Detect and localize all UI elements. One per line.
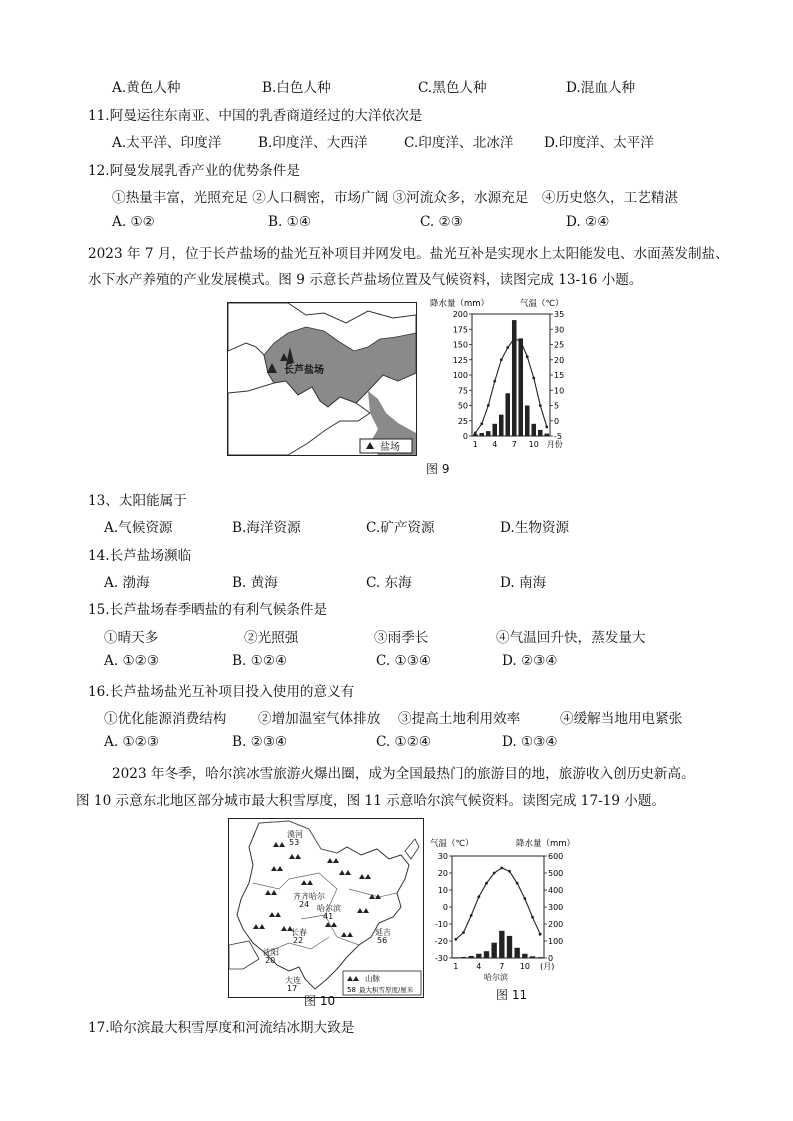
- c11-ytick-label-4: 10: [437, 886, 448, 895]
- q15-option-c: C. ①③④: [376, 653, 432, 669]
- q11-option-a: A.太平洋、印度洋: [112, 135, 222, 151]
- q16-condition-2: ②增加温室气体排放: [258, 711, 381, 727]
- q14-option-a: A. 渤海: [104, 575, 150, 591]
- c11-y2tick-label-4: 400: [548, 886, 564, 895]
- fig9-map: [227, 302, 417, 456]
- c11-xtick-10: 10: [519, 962, 530, 971]
- c9-y2tick-label-6: 25: [554, 340, 565, 350]
- c11-y2tick-label-6: 600: [548, 852, 564, 861]
- c11-temp-point-5: [485, 882, 488, 885]
- q15-stem: 15.长芦盐场春季晒盐的有利气候条件是: [88, 602, 328, 618]
- c11-precip-bar-6: [491, 943, 496, 958]
- intro-13-16-line-1: 2023 年 7 月，位于长芦盐场的盐光互补项目并网发电。盐光互补是实现水上太阳能发电、水面蒸发制盐、: [88, 246, 729, 262]
- c9-y2tick-label-7: 30: [554, 325, 565, 335]
- c11-y2tick-label-1: 100: [548, 937, 564, 946]
- c11-y2tick-label-5: 500: [548, 869, 564, 878]
- city-value-0: 53: [289, 838, 300, 847]
- city-name-2: 哈尔滨: [317, 904, 341, 913]
- q15-condition-4: ④气温回升快，蒸发量大: [496, 630, 646, 646]
- c11-xtick-1: 1: [453, 962, 459, 971]
- city-name-4: 延吉: [375, 928, 391, 937]
- c11-temp-point-9: [516, 882, 519, 885]
- c9-precip-bar-11: [538, 430, 543, 436]
- c11-xlabel: (月): [540, 962, 555, 971]
- c11-temp-point-6: [493, 872, 496, 875]
- q13-option-a: A.气候资源: [104, 520, 173, 536]
- c9-precip-bar-10: [531, 424, 536, 436]
- c9-y2tick-label-3: 10: [554, 386, 565, 396]
- c9-ytick-label-0: 0: [462, 432, 468, 441]
- q10-option-b: B.白色人种: [262, 80, 331, 96]
- c9-ytick-label-2: 50: [457, 401, 468, 411]
- q12-stem: 12.阿曼发展乳香产业的优势条件是: [88, 163, 300, 179]
- q10-option-d: D.混血人种: [566, 80, 636, 96]
- q14-option-b: B. 黄海: [232, 575, 278, 591]
- q16-condition-1: ①优化能源消费结构: [104, 711, 227, 727]
- intro-17-19-line-2: 图 10 示意东北地区部分城市最大积雪厚度，图 11 示意哈尔滨气候资料。读图完成 17-19 小题。: [76, 793, 666, 809]
- fig9-map-label: 长芦盐场: [284, 365, 324, 376]
- q11-option-d: D.印度洋、太平洋: [544, 135, 654, 151]
- fig10-caption: 图 10: [304, 994, 336, 1008]
- fig11-city-label: 哈尔滨: [484, 973, 508, 982]
- q12-option-c: C. ②③: [420, 214, 463, 230]
- c9-precip-bar-4: [492, 424, 497, 436]
- c11-temp-point-10: [523, 897, 526, 900]
- q12-conditions: ①热量丰富，光照充足 ②人口稠密，市场广阔 ③河流众多，水源充足 ④历史悠久，工艺精湛: [112, 190, 678, 206]
- c9-xtick-1: 1: [472, 440, 478, 449]
- q16-option-d: D. ①③④: [502, 734, 558, 750]
- q11-option-b: B.印度洋、大西洋: [258, 135, 368, 151]
- q11-option-c: C.印度洋、北冰洋: [404, 135, 514, 151]
- city-value-1: 24: [299, 900, 310, 909]
- q15-option-d: D. ②③④: [502, 653, 558, 669]
- c9-temp-point-11: [539, 404, 542, 407]
- c9-temp-point-2: [480, 422, 483, 425]
- city-value-3: 22: [293, 936, 304, 945]
- c9-y2tick-label-1: 0: [554, 416, 560, 426]
- q16-option-b: B. ②③④: [232, 734, 288, 750]
- c9-temp-point-9: [526, 355, 529, 358]
- c11-ytick-label-0: -30: [434, 954, 448, 963]
- c9-ytick-label-1: 25: [457, 416, 468, 426]
- q10-option-a: A.黄色人种: [112, 80, 181, 96]
- c9-temp-point-8: [519, 340, 522, 343]
- c11-frame: [452, 856, 544, 958]
- c9-temp-point-4: [493, 380, 496, 383]
- c11-precip-bar-12: [537, 957, 542, 958]
- fig9-chart-ylabel: 降水量（mm）: [430, 299, 490, 309]
- c9-precip-bar-5: [499, 415, 504, 436]
- c9-temp-point-10: [532, 377, 535, 380]
- fig10-legend-mountain: 山脉: [365, 974, 380, 983]
- c11-y2tick-label-2: 200: [548, 920, 564, 929]
- c11-ytick-label-5: 20: [437, 869, 448, 878]
- q16-stem: 16.长芦盐场盐光互补项目投入使用的意义有: [88, 684, 355, 700]
- c9-temp-point-7: [513, 337, 516, 340]
- city-name-0: 漠河: [287, 830, 303, 839]
- c11-ytick-label-3: 0: [442, 903, 448, 912]
- c9-ytick-label-5: 125: [452, 355, 468, 365]
- q15-condition-3: ③雨季长: [374, 630, 429, 646]
- c9-precip-bar-12: [544, 434, 549, 436]
- c9-temp-point-3: [487, 404, 490, 407]
- c11-temp-point-4: [477, 895, 480, 898]
- c9-ytick-label-4: 100: [452, 371, 468, 380]
- fig11-chart-y2label: 降水量（mm）: [516, 839, 576, 849]
- c9-y2tick-label-8: 35: [554, 310, 565, 319]
- c11-precip-bar-3: [468, 956, 473, 958]
- c11-temp-point-7: [500, 867, 503, 870]
- c9-precip-bar-9: [525, 406, 530, 437]
- q10-option-c: C.黑色人种: [418, 80, 487, 96]
- c9-ytick-label-8: 200: [452, 310, 468, 319]
- c11-precip-bar-1: [453, 957, 458, 958]
- city-name-1: 齐齐哈尔: [293, 892, 325, 901]
- c9-temp-point-6: [506, 346, 509, 349]
- c11-precip-bar-4: [476, 954, 481, 958]
- c9-y2tick-label-0: -5: [554, 432, 562, 441]
- city-value-6: 17: [287, 984, 298, 993]
- c9-temp-point-5: [500, 358, 503, 361]
- c11-temp-point-2: [462, 931, 465, 934]
- c11-temp-point-1: [454, 938, 457, 941]
- q15-option-a: A. ①②③: [104, 653, 160, 669]
- c11-precip-bar-9: [514, 948, 519, 958]
- c11-ytick-label-2: -10: [434, 920, 448, 929]
- c9-ytick-label-7: 175: [452, 325, 468, 335]
- q14-stem: 14.长芦盐场濒临: [88, 548, 192, 564]
- fig9-chart-y2label: 气温（℃）: [520, 299, 564, 309]
- c9-temp-point-1: [474, 432, 477, 435]
- city-name-6: 大连: [285, 976, 301, 985]
- fig11-caption: 图 11: [496, 988, 528, 1002]
- q15-option-b: B. ①②④: [232, 653, 288, 669]
- q11-stem: 11.阿曼运往东南亚、中国的乳香商道经过的大洋依次是: [88, 108, 423, 124]
- q14-option-c: C. 东海: [366, 575, 412, 591]
- q16-option-a: A. ①②③: [104, 734, 160, 750]
- fig10-map: [228, 818, 424, 998]
- q15-condition-1: ①晴天多: [104, 630, 159, 646]
- q16-condition-3: ③提高土地利用效率: [398, 711, 521, 727]
- c11-temp-point-12: [539, 933, 542, 936]
- c9-y2tick-label-2: 5: [554, 401, 560, 411]
- q16-option-c: C. ①②④: [376, 734, 432, 750]
- q13-stem: 13、太阳能属于: [88, 493, 187, 509]
- c11-precip-bar-11: [530, 956, 535, 958]
- c9-precip-bar-6: [505, 393, 510, 436]
- city-name-3: 长春: [291, 928, 307, 937]
- city-name-5: 沈阳: [263, 948, 279, 957]
- c9-precip-bar-8: [518, 338, 523, 436]
- c11-y2tick-label-3: 300: [548, 903, 564, 912]
- c9-temp-line: [475, 338, 547, 433]
- c11-ytick-label-6: 30: [437, 852, 448, 861]
- city-value-4: 56: [377, 936, 388, 945]
- q16-condition-4: ④缓解当地用电紧张: [560, 711, 683, 727]
- c9-precip-bar-1: [473, 434, 478, 436]
- c11-precip-bar-8: [507, 936, 512, 958]
- c11-precip-bar-5: [484, 951, 489, 958]
- q13-option-d: D.生物资源: [500, 520, 570, 536]
- c9-xlabel: 月份: [546, 440, 563, 449]
- c11-precip-bar-10: [522, 954, 527, 958]
- c9-y2tick-label-4: 15: [554, 371, 565, 380]
- q13-option-c: C.矿产资源: [366, 520, 435, 536]
- fig11-climate-chart: [428, 836, 578, 984]
- c9-y2tick-label-5: 20: [554, 355, 565, 365]
- fig9-climate-chart: [428, 296, 578, 458]
- c11-temp-point-8: [508, 870, 511, 873]
- c9-ytick-label-3: 75: [457, 386, 468, 396]
- fig9-caption: 图 9: [426, 462, 450, 476]
- city-value-2: 41: [323, 912, 334, 921]
- c11-temp-point-11: [531, 916, 534, 919]
- fig10-legend-snow: 最大积雪厚度/厘米: [359, 986, 414, 994]
- c9-xtick-10: 10: [528, 440, 539, 449]
- c9-xtick-7: 7: [511, 440, 517, 449]
- q17-stem: 17.哈尔滨最大积雪厚度和河流结冰期大致是: [88, 1020, 355, 1036]
- c11-y2tick-label-0: 0: [548, 954, 554, 963]
- c9-ytick-label-6: 150: [452, 340, 468, 350]
- c11-temp-line: [456, 868, 540, 939]
- c11-precip-bar-7: [499, 931, 504, 958]
- city-value-5: 20: [265, 956, 276, 965]
- q12-option-a: A. ①②: [112, 214, 155, 230]
- c11-xtick-4: 4: [476, 962, 482, 971]
- c11-xtick-7: 7: [499, 962, 505, 971]
- q12-option-b: B. ①④: [268, 214, 312, 230]
- intro-17-19-line-1: 2023 年冬季，哈尔滨冰雪旅游火爆出圈，成为全国最热门的旅游目的地，旅游收入创历史新高。: [112, 766, 695, 782]
- c11-precip-bar-2: [461, 957, 466, 958]
- q12-option-d: D. ②④: [566, 214, 610, 230]
- c9-temp-point-12: [545, 425, 548, 428]
- c9-xtick-4: 4: [492, 440, 498, 449]
- c9-precip-bar-2: [479, 433, 484, 436]
- intro-13-16-line-2: 水下水产养殖的产业发展模式。图 9 示意长芦盐场位置及气候资料，读图完成 13-16 小题。: [88, 272, 643, 288]
- c9-precip-bar-3: [486, 431, 491, 436]
- c11-ytick-label-1: -20: [434, 937, 448, 946]
- q15-condition-2: ②光照强: [244, 630, 299, 646]
- q14-option-d: D. 南海: [500, 575, 547, 591]
- fig9-legend: 盐场: [380, 442, 400, 453]
- c11-temp-point-3: [470, 914, 473, 917]
- fig10-legend-snow-value: 58: [347, 986, 356, 994]
- q13-option-b: B.海洋资源: [232, 520, 301, 536]
- fig11-chart-ylabel: 气温（℃）: [430, 839, 474, 849]
